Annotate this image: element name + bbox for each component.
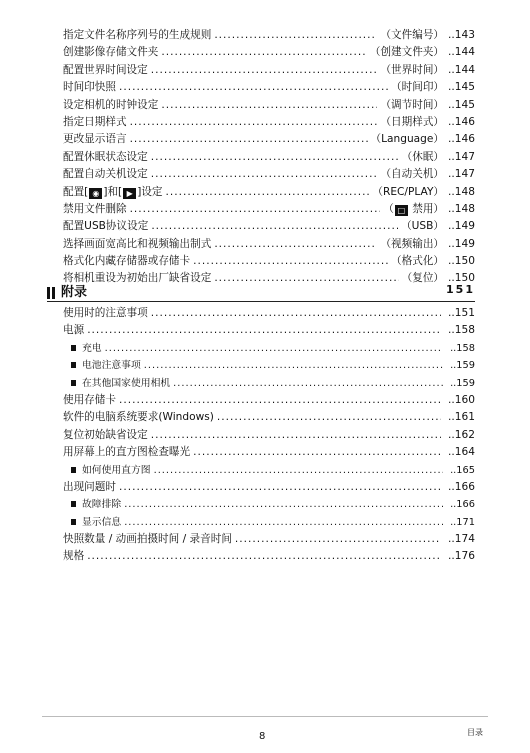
section-title: 附录 — [61, 285, 88, 300]
page-number: 8 — [259, 731, 266, 742]
play-icon: ▶ — [123, 188, 136, 199]
footer-label: 目录 — [467, 728, 483, 737]
toc-entry[interactable]: 软件的电脑系统要求(Windows) ..... ..161 — [63, 409, 475, 426]
bullet-icon — [71, 501, 76, 507]
toc-entry[interactable]: 创建影像存储文件夹 ..... （创建文件夹） ..144 — [63, 44, 475, 61]
toc-entry[interactable]: 出现问题时 ..... ..166 — [63, 479, 475, 496]
section-heading[interactable] — [47, 281, 475, 302]
toc-entry[interactable]: 复位初始缺省设定 ..... ..162 — [63, 427, 475, 444]
toc-subentry[interactable]: 故障排除 ..... ..166 — [63, 496, 475, 513]
toc-entry[interactable]: 配置USB协议设定 ..... （USB） ..149 — [63, 218, 475, 235]
toc-entry[interactable]: 时间印快照 ..... （时间印） ..145 — [63, 79, 475, 96]
bullet-icon — [71, 345, 76, 351]
toc-entry[interactable]: 配置休眠状态设定 ..... （休眠） ..147 — [63, 149, 475, 166]
section-page: 151 — [446, 283, 475, 296]
trash-icon: □ — [395, 205, 408, 216]
toc-subentry[interactable]: 如何使用直方图 ..... ..165 — [63, 462, 475, 479]
footer-divider — [42, 716, 488, 717]
section-marker-icon — [47, 284, 57, 303]
toc-appendix-list — [63, 305, 475, 566]
bullet-icon — [71, 467, 76, 473]
toc-entry[interactable]: 配置自动关机设定 ..... （自动关机） ..147 — [63, 166, 475, 183]
toc-subentry[interactable]: 充电 ..... ..158 — [63, 340, 475, 357]
camera-icon: ◉ — [89, 188, 102, 199]
toc-entry[interactable]: 配置[ ◉ ]和[ ▶ ]设定 ..... （REC/PLAY） ..148 — [63, 184, 475, 201]
bullet-icon — [71, 519, 76, 525]
bullet-icon — [71, 362, 76, 368]
toc-subentry[interactable]: 显示信息 ..... ..171 — [63, 514, 475, 531]
toc-entry[interactable]: 指定日期样式 ..... （日期样式） ..146 — [63, 114, 475, 131]
toc-entry[interactable]: 使用时的注意事项 ..... ..151 — [63, 305, 475, 322]
toc-entry[interactable]: 指定文件名称序列号的生成规则 ..... （文件编号） ..143 — [63, 27, 475, 44]
toc-entry[interactable]: 快照数量 / 动画拍摄时间 / 录音时间 ..... ..174 — [63, 531, 475, 548]
toc-entry[interactable]: 设定相机的时钟设定 ..... （调节时间） ..145 — [63, 97, 475, 114]
toc-entry[interactable]: 配置世界时间设定 ..... （世界时间） ..144 — [63, 62, 475, 79]
toc-entry[interactable]: 更改显示语言 ..... （Language） ..146 — [63, 131, 475, 148]
toc-entry[interactable]: 用屏幕上的直方图检查曝光 ..... ..164 — [63, 444, 475, 461]
toc-entry[interactable]: 电源 ..... ..158 — [63, 322, 475, 339]
toc-entry[interactable]: 禁用文件删除 ..... （ □ 禁用） ..148 — [63, 201, 475, 218]
toc-entry[interactable]: 格式化内藏存储器或存储卡 ..... （格式化） ..150 — [63, 253, 475, 270]
toc-entry[interactable]: 使用存储卡 ..... ..160 — [63, 392, 475, 409]
toc-subentry[interactable]: 电池注意事项 ..... ..159 — [63, 357, 475, 374]
toc-subentry[interactable]: 在其他国家使用相机 ..... ..159 — [63, 375, 475, 392]
bullet-icon — [71, 380, 76, 386]
toc-entry[interactable]: 选择画面宽高比和视频输出制式 ..... （视频输出） ..149 — [63, 236, 475, 253]
toc-top-list — [63, 27, 475, 288]
toc-entry[interactable]: 规格 ..... ..176 — [63, 548, 475, 565]
toc-entry[interactable]: 将相机重设为初始出厂缺省设定 ..... （复位） ..150 — [63, 270, 475, 287]
